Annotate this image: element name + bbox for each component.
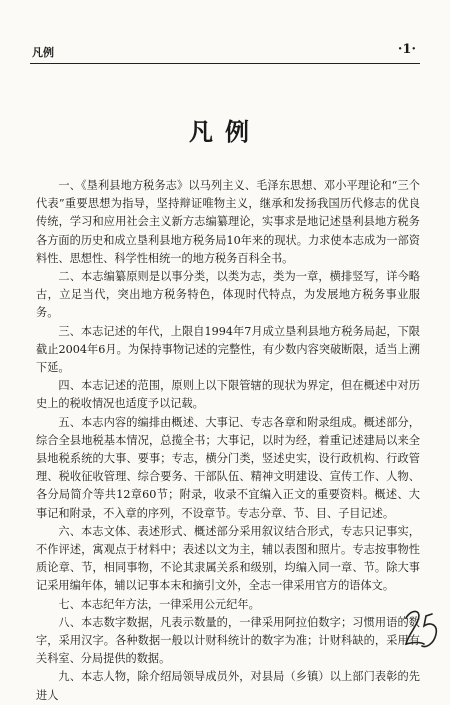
handwritten-page-mark: [402, 606, 442, 652]
paragraph-4: 四、本志记述的范围，原则上以下限管辖的现状为界定，但在概述中对历史上的税收情况也适度予以记载。: [36, 379, 420, 411]
paragraph-9: 九、本志人物，除介绍局领导成员外，对县局（乡镇）以上部门表彰的先进人: [36, 670, 420, 702]
header-rule: [30, 63, 420, 64]
paragraph-6: 六、本志文体、表述形式、概述部分采用叙议结合形式，专志只记事实，不作评述，寓观点于材料中；表述以文为主，辅以表图和照片。专志按事物性质论章、节，相同事物，不论其隶属关系和级别，均编入同一章、节。除大事记采用编年体，辅以记事本末和摘引文外，全志一律采用官方的语体文。: [36, 524, 420, 593]
page-title: 凡例: [189, 117, 261, 146]
paragraph-8: 八、本志数字数据，凡表示数量的，一律采用阿拉伯数字；习惯用语的数字，采用汉字。各种数据一般以计财科统计的数字为准；计财科缺的，采用有关科室、分局提供的数据。: [36, 615, 420, 666]
running-header: [30, 44, 420, 60]
paragraph-2: 二、本志编纂原则是以事分类，以类为志，类为一章，横排竖写，详今略古，立足当代，突出地方税务特色，体现时代特点，为发展地方税务事业服务。: [36, 270, 420, 320]
header-page-number: ·1·: [397, 42, 416, 57]
paragraph-7: 七、本志纪年方法，一律采用公元纪年。: [58, 597, 260, 611]
paragraph-5: 五、本志内容的编排由概述、大事记、专志各章和附录组成。概述部分，综合全县地税基本情况，总揽全书；大事记，以时为经，着重记述建局以来全县地税系统的大事、要事；专志，横分门类，竖述史实，设行政机构、行政管理、税收征收管理、综合要务、干部队伍、精神文明建设、宣传工作、人物、各分局简介等共12章60节；附录，收录不宜编入正文的重要资料。概述、大事记和附录，不入章的序列，不设章节。专志分章、节、目、子目记述。: [36, 415, 420, 520]
header-section-title: 凡例: [32, 46, 54, 59]
paragraph-1: 一、《垦利县地方税务志》以马列主义、毛泽东思想、邓小平理论和“三个代表”重要思想为指导，坚持辩证唯物主义，继承和发扬我国历代修志的优良传统，学习和应用社会主义新方志编纂理论，实事求是地记述垦利县地方税务各方面的历史和成立垦利县地方税务局10年来的现状。力求使本志成为一部资料性、思想性、科学性相统一的地方税务百科全书。: [36, 179, 420, 265]
paragraph-3: 三、本志记述的年代，上限自1994年7月成立垦利县地方税务局起，下限截止2004年6月。为保持事物记述的完整性，有少数内容突破断限，适当上溯下延。: [36, 324, 420, 375]
body-text: [36, 177, 420, 705]
